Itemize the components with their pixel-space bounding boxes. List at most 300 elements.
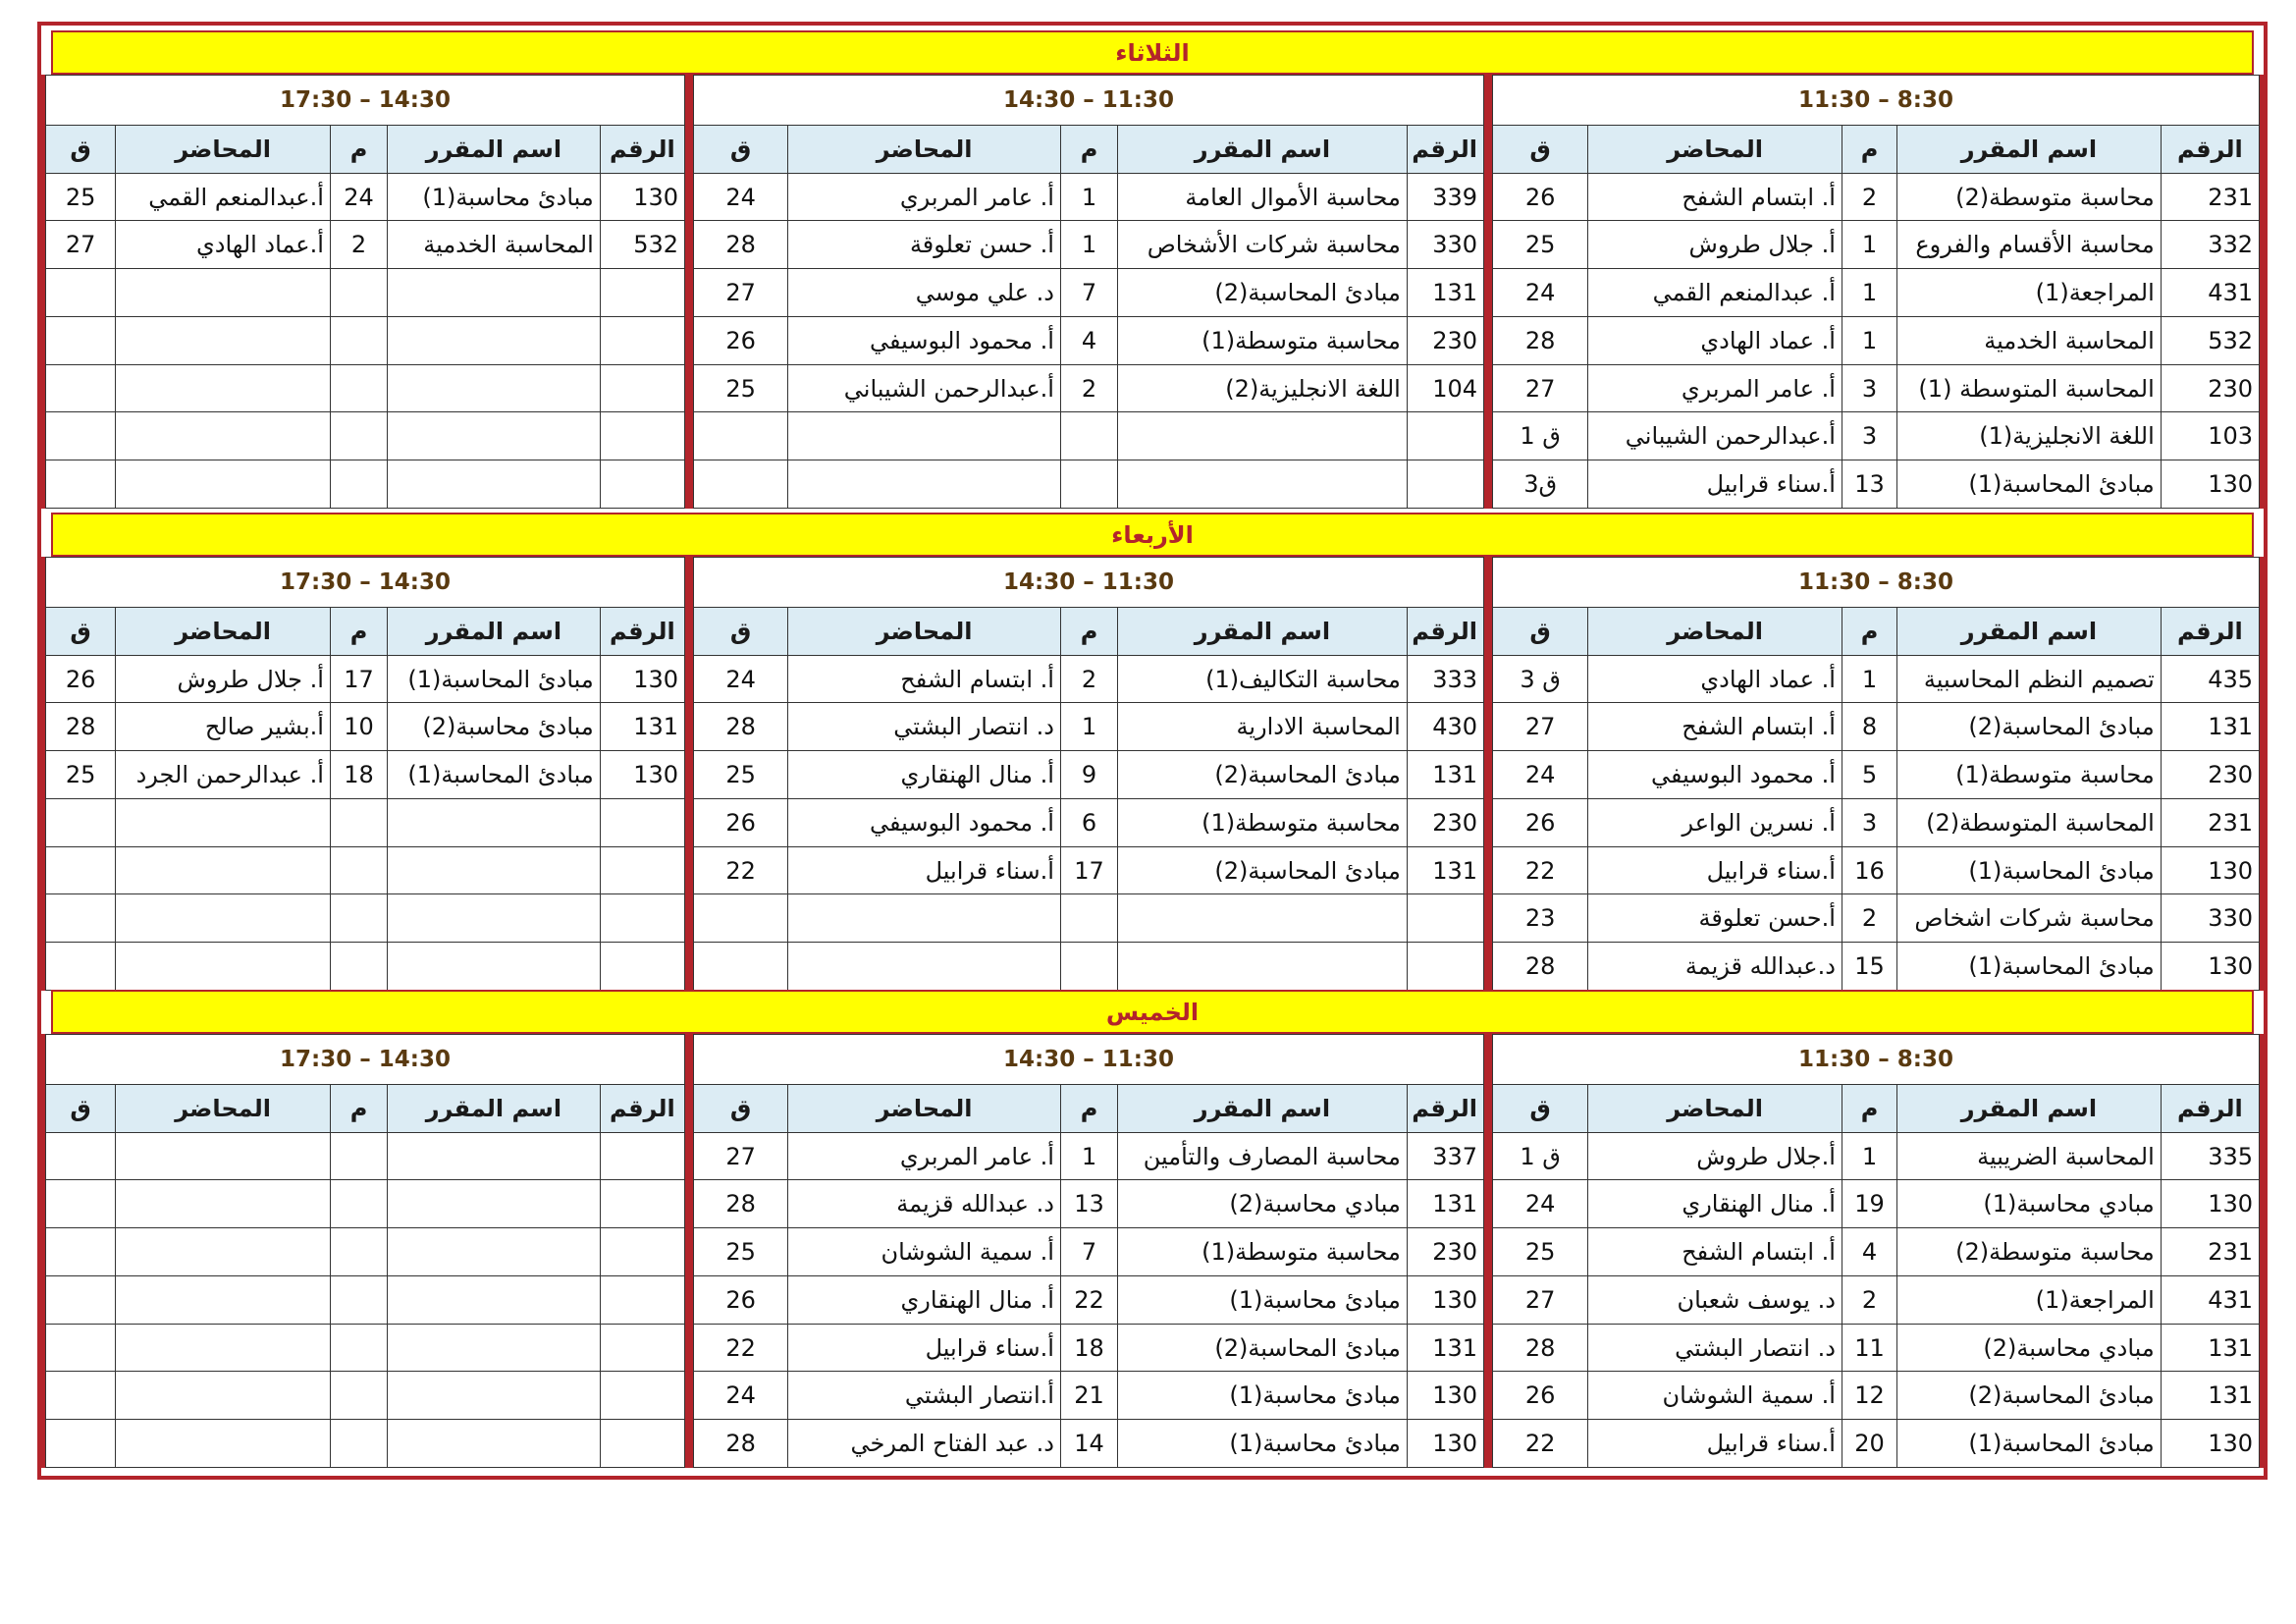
cell-section (1060, 412, 1117, 460)
cell-num (600, 894, 684, 943)
table-row (46, 1180, 685, 1228)
cell-lecturer: د. انتصار البشتي (788, 703, 1061, 751)
table-row (1493, 894, 2260, 943)
cell-course: تصميم النظم المحاسبية (1897, 655, 2162, 703)
table-row (46, 894, 685, 943)
schedule-sheet (37, 22, 2268, 1480)
schedule-table (693, 75, 1484, 509)
schedule-table (693, 557, 1484, 991)
cell-course (388, 460, 601, 509)
cell-num: 230 (2161, 751, 2259, 799)
column-header-section: م (330, 1084, 387, 1132)
time-slot-label: 8:30 – 11:30 (1493, 76, 2260, 126)
cell-section: 2 (330, 221, 387, 269)
cell-lecturer (116, 460, 331, 509)
column-header-room: ق (46, 607, 116, 655)
cell-lecturer: أ. ابتسام الشفح (1588, 703, 1842, 751)
cell-room (46, 1372, 116, 1420)
cell-room: 24 (694, 173, 788, 221)
cell-num: 131 (1407, 751, 1483, 799)
table-row (46, 460, 685, 509)
cell-course: اللغة الانجليزية(1) (1897, 412, 2162, 460)
cell-lecturer: أ. عبدالمنعم القمي (1588, 269, 1842, 317)
column-header-course: اسم المقرر (1118, 607, 1408, 655)
column-header-lecturer: المحاضر (788, 1084, 1061, 1132)
time-slot-block (41, 75, 689, 509)
day-header: الأربعاء (51, 513, 2254, 557)
column-header-section: م (1060, 125, 1117, 173)
table-row (694, 1372, 1484, 1420)
day-header: الخميس (51, 990, 2254, 1034)
table-row (46, 751, 685, 799)
cell-course: مبادئ المحاسبة(2) (1118, 1324, 1408, 1372)
cell-num (600, 460, 684, 509)
cell-section (330, 412, 387, 460)
cell-num: 130 (600, 173, 684, 221)
cell-section: 16 (1842, 846, 1896, 894)
cell-lecturer (116, 1275, 331, 1324)
cell-room: 25 (694, 751, 788, 799)
day-header: الثلاثاء (51, 30, 2254, 75)
cell-lecturer (116, 1324, 331, 1372)
cell-course: اللغة الانجليزية(2) (1118, 364, 1408, 412)
table-row (1493, 751, 2260, 799)
cell-lecturer: أ.سناء قرابيل (1588, 1420, 1842, 1468)
cell-course (1118, 412, 1408, 460)
cell-num (600, 798, 684, 846)
cell-room: 28 (694, 1180, 788, 1228)
cell-num: 339 (1407, 173, 1483, 221)
cell-num: 130 (1407, 1372, 1483, 1420)
cell-num: 104 (1407, 364, 1483, 412)
table-row (694, 316, 1484, 364)
cell-course: محاسبة متوسطة(2) (1897, 173, 2162, 221)
cell-num: 131 (2161, 703, 2259, 751)
cell-section: 6 (1060, 798, 1117, 846)
column-header-course: اسم المقرر (1118, 125, 1408, 173)
cell-course: مبادئ المحاسبة(1) (388, 751, 601, 799)
table-row (1493, 846, 2260, 894)
cell-room (46, 316, 116, 364)
table-row (1493, 269, 2260, 317)
cell-lecturer: أ. ابتسام الشفح (788, 655, 1061, 703)
cell-course (388, 1324, 601, 1372)
table-row (1493, 1420, 2260, 1468)
cell-course: مبادئ المحاسبة(1) (388, 655, 601, 703)
cell-num: 333 (1407, 655, 1483, 703)
cell-num (600, 1324, 684, 1372)
cell-lecturer: أ. منال الهنقاري (788, 1275, 1061, 1324)
cell-room: 28 (694, 221, 788, 269)
table-row (694, 1420, 1484, 1468)
cell-lecturer (116, 846, 331, 894)
cell-room: 22 (1493, 1420, 1588, 1468)
cell-lecturer: د. علي موسي (788, 269, 1061, 317)
cell-section: 4 (1060, 316, 1117, 364)
cell-course: محاسبة الأقسام والفروع (1897, 221, 2162, 269)
cell-room: 25 (46, 751, 116, 799)
cell-room: 28 (694, 1420, 788, 1468)
cell-num: 131 (600, 703, 684, 751)
column-header-section: م (330, 125, 387, 173)
cell-course: المراجعة(1) (1897, 1275, 2162, 1324)
cell-lecturer: أ. ابتسام الشفح (1588, 173, 1842, 221)
cell-section: 18 (330, 751, 387, 799)
cell-course: مبادئ محاسبة(1) (388, 173, 601, 221)
cell-section: 2 (1842, 173, 1896, 221)
time-slot-label: 8:30 – 11:30 (1493, 1035, 2260, 1085)
cell-lecturer (788, 943, 1061, 991)
cell-section: 22 (1060, 1275, 1117, 1324)
column-header-room: ق (694, 1084, 788, 1132)
cell-num: 532 (2161, 316, 2259, 364)
cell-num (1407, 943, 1483, 991)
cell-room (46, 412, 116, 460)
cell-course: مبادئ محاسبة(1) (1118, 1372, 1408, 1420)
cell-num: 435 (2161, 655, 2259, 703)
table-row (1493, 1132, 2260, 1180)
cell-lecturer: د. عبدالله قزيمة (788, 1180, 1061, 1228)
cell-section (330, 798, 387, 846)
cell-lecturer (116, 364, 331, 412)
cell-lecturer: أ. عماد الهادي (1588, 316, 1842, 364)
cell-room: 22 (694, 1324, 788, 1372)
cell-course: مبادي محاسبة(1) (1897, 1180, 2162, 1228)
column-header-room: ق (46, 1084, 116, 1132)
cell-lecturer (788, 894, 1061, 943)
table-row (46, 1228, 685, 1276)
time-slot-block (1488, 1034, 2264, 1468)
cell-section (330, 846, 387, 894)
column-header-course: اسم المقرر (388, 1084, 601, 1132)
cell-lecturer: أ.عبدالمنعم القمي (116, 173, 331, 221)
cell-num (600, 1372, 684, 1420)
time-slot-block (689, 557, 1488, 991)
cell-lecturer: أ. عماد الهادي (1588, 655, 1842, 703)
cell-num: 332 (2161, 221, 2259, 269)
table-row (694, 1132, 1484, 1180)
cell-lecturer: أ.بشير صالح (116, 703, 331, 751)
cell-num (1407, 412, 1483, 460)
cell-num: 230 (1407, 1228, 1483, 1276)
cell-num: 231 (2161, 173, 2259, 221)
cell-course: المحاسبة المتوسطة(2) (1897, 798, 2162, 846)
cell-lecturer: أ. ابتسام الشفح (1588, 1228, 1842, 1276)
cell-lecturer: أ. عامر المربري (788, 173, 1061, 221)
cell-section: 14 (1060, 1420, 1117, 1468)
cell-section: 21 (1060, 1372, 1117, 1420)
column-header-room: ق (1493, 125, 1588, 173)
table-row (694, 1324, 1484, 1372)
cell-lecturer: أ.جلال طروش (1588, 1132, 1842, 1180)
column-header-section: م (1060, 607, 1117, 655)
cell-section (1060, 460, 1117, 509)
cell-room: 25 (1493, 1228, 1588, 1276)
cell-course: مبادئ المحاسبة(2) (1897, 1372, 2162, 1420)
column-header-num: الرقم (1407, 607, 1483, 655)
table-row (46, 943, 685, 991)
cell-room (46, 798, 116, 846)
cell-course (388, 943, 601, 991)
cell-room: ق3 (1493, 460, 1588, 509)
cell-course: مبادي محاسبة(2) (1118, 1180, 1408, 1228)
cell-num (600, 1228, 684, 1276)
cell-lecturer: أ. منال الهنقاري (1588, 1180, 1842, 1228)
table-row (694, 943, 1484, 991)
cell-num (1407, 460, 1483, 509)
column-header-num: الرقم (2161, 1084, 2259, 1132)
cell-lecturer: أ. جلال طروش (116, 655, 331, 703)
cell-num: 431 (2161, 269, 2259, 317)
table-row (46, 364, 685, 412)
table-row (1493, 1228, 2260, 1276)
cell-room: 25 (1493, 221, 1588, 269)
table-row (46, 798, 685, 846)
schedule-table (45, 1034, 685, 1468)
table-row (1493, 1324, 2260, 1372)
cell-section (330, 1275, 387, 1324)
schedule-table (1492, 557, 2260, 991)
cell-course (388, 412, 601, 460)
cell-num (600, 412, 684, 460)
column-header-num: الرقم (1407, 125, 1483, 173)
cell-room: 26 (46, 655, 116, 703)
cell-num (600, 1275, 684, 1324)
cell-section: 13 (1060, 1180, 1117, 1228)
cell-course (388, 1132, 601, 1180)
table-row (694, 846, 1484, 894)
table-row (46, 1324, 685, 1372)
cell-num: 130 (2161, 1180, 2259, 1228)
cell-section: 17 (330, 655, 387, 703)
column-header-lecturer: المحاضر (788, 125, 1061, 173)
cell-room (46, 1180, 116, 1228)
cell-course: مبادئ المحاسبة(1) (1897, 943, 2162, 991)
cell-section: 1 (1842, 316, 1896, 364)
cell-num (600, 943, 684, 991)
cell-course: مبادئ المحاسبة(1) (1897, 460, 2162, 509)
cell-section (330, 1180, 387, 1228)
schedule-table (45, 75, 685, 509)
cell-section: 2 (1842, 894, 1896, 943)
cell-section: 20 (1842, 1420, 1896, 1468)
cell-room: 26 (1493, 798, 1588, 846)
cell-room: 27 (1493, 703, 1588, 751)
cell-num: 130 (600, 655, 684, 703)
column-header-course: اسم المقرر (388, 125, 601, 173)
cell-course: مبادئ المحاسبة(2) (1118, 846, 1408, 894)
cell-course (1118, 894, 1408, 943)
column-header-num: الرقم (600, 125, 684, 173)
cell-num (600, 316, 684, 364)
table-row (46, 221, 685, 269)
cell-lecturer: أ. سمية الشوشان (788, 1228, 1061, 1276)
table-row (694, 1180, 1484, 1228)
cell-course: المحاسبة الضريبية (1897, 1132, 2162, 1180)
cell-room (694, 943, 788, 991)
cell-section: 17 (1060, 846, 1117, 894)
cell-room: 26 (694, 316, 788, 364)
cell-num: 103 (2161, 412, 2259, 460)
cell-course: مبادئ محاسبة(1) (1118, 1420, 1408, 1468)
cell-num (600, 1420, 684, 1468)
cell-room: 26 (1493, 1372, 1588, 1420)
cell-num: 130 (1407, 1420, 1483, 1468)
cell-num (600, 269, 684, 317)
cell-lecturer: د. عبد الفتاح المرخي (788, 1420, 1061, 1468)
cell-section: 4 (1842, 1228, 1896, 1276)
cell-lecturer (116, 1228, 331, 1276)
cell-num: 330 (2161, 894, 2259, 943)
cell-lecturer (116, 1180, 331, 1228)
cell-room: 25 (694, 364, 788, 412)
cell-num: 230 (1407, 798, 1483, 846)
cell-course (388, 846, 601, 894)
cell-course: محاسبة متوسطة(1) (1118, 316, 1408, 364)
table-row (46, 1420, 685, 1468)
column-header-lecturer: المحاضر (1588, 1084, 1842, 1132)
cell-section: 19 (1842, 1180, 1896, 1228)
cell-section: 2 (1842, 1275, 1896, 1324)
cell-section: 11 (1842, 1324, 1896, 1372)
time-slot-block (41, 557, 689, 991)
column-header-course: اسم المقرر (1897, 607, 2162, 655)
cell-section: 1 (1842, 655, 1896, 703)
cell-room: 27 (46, 221, 116, 269)
cell-section (330, 316, 387, 364)
cell-section (330, 1132, 387, 1180)
table-row (694, 412, 1484, 460)
cell-num: 131 (1407, 1180, 1483, 1228)
cell-course: محاسبة الأموال العامة (1118, 173, 1408, 221)
cell-lecturer: أ.عبدالرحمن الشيباني (1588, 412, 1842, 460)
table-row (46, 655, 685, 703)
cell-section: 7 (1060, 1228, 1117, 1276)
cell-num (1407, 894, 1483, 943)
column-header-lecturer: المحاضر (788, 607, 1061, 655)
cell-num: 532 (600, 221, 684, 269)
cell-section (330, 1372, 387, 1420)
cell-course: محاسبة المصارف والتأمين (1118, 1132, 1408, 1180)
cell-course: محاسبة متوسطة(1) (1118, 1228, 1408, 1276)
cell-course: المحاسبة الخدمية (388, 221, 601, 269)
cell-section: 3 (1842, 364, 1896, 412)
cell-section (1060, 894, 1117, 943)
cell-section: 15 (1842, 943, 1896, 991)
table-row (1493, 1275, 2260, 1324)
table-row (694, 364, 1484, 412)
cell-course: مبادي محاسبة(2) (1897, 1324, 2162, 1372)
table-row (1493, 316, 2260, 364)
cell-lecturer: أ.انتصار البشتي (788, 1372, 1061, 1420)
table-row (46, 1372, 685, 1420)
cell-lecturer (116, 943, 331, 991)
cell-room: 26 (694, 798, 788, 846)
cell-course (1118, 943, 1408, 991)
time-slot-label: 14:30 – 17:30 (46, 558, 685, 608)
column-header-num: الرقم (1407, 1084, 1483, 1132)
cell-lecturer: د.عبدالله قزيمة (1588, 943, 1842, 991)
cell-room (46, 364, 116, 412)
table-row (694, 751, 1484, 799)
cell-lecturer: أ.سناء قرابيل (788, 846, 1061, 894)
cell-course: المحاسبة المتوسطة (1) (1897, 364, 2162, 412)
column-header-course: اسم المقرر (388, 607, 601, 655)
column-header-section: م (1842, 125, 1896, 173)
cell-section (330, 460, 387, 509)
cell-lecturer: أ.عماد الهادي (116, 221, 331, 269)
cell-lecturer (116, 412, 331, 460)
cell-section: 24 (330, 173, 387, 221)
cell-num: 230 (2161, 364, 2259, 412)
cell-course (388, 364, 601, 412)
cell-section: 3 (1842, 412, 1896, 460)
table-row (1493, 655, 2260, 703)
schedule-table (1492, 75, 2260, 509)
cell-lecturer: د. انتصار البشتي (1588, 1324, 1842, 1372)
column-header-course: اسم المقرر (1897, 1084, 2162, 1132)
cell-lecturer (116, 894, 331, 943)
cell-lecturer: أ. عبدالرحمن الجرد (116, 751, 331, 799)
cell-course: مبادئ المحاسبة(1) (1897, 846, 2162, 894)
cell-section: 1 (1842, 221, 1896, 269)
cell-lecturer: أ. حسن تعلوقة (788, 221, 1061, 269)
cell-section: 10 (330, 703, 387, 751)
table-row (694, 221, 1484, 269)
cell-section: 7 (1060, 269, 1117, 317)
table-row (46, 269, 685, 317)
cell-num: 231 (2161, 798, 2259, 846)
cell-course: محاسبة شركات اشخاص (1897, 894, 2162, 943)
time-slot-block (689, 1034, 1488, 1468)
cell-section (1060, 943, 1117, 991)
cell-num: 231 (2161, 1228, 2259, 1276)
cell-num: 130 (2161, 846, 2259, 894)
time-slot-label: 14:30 – 17:30 (46, 76, 685, 126)
cell-course (1118, 460, 1408, 509)
schedule-table (1492, 1034, 2260, 1468)
cell-lecturer: أ. محمود البوسيفي (788, 316, 1061, 364)
cell-room: 24 (694, 655, 788, 703)
cell-lecturer (116, 1420, 331, 1468)
cell-course: محاسبة متوسطة(2) (1897, 1228, 2162, 1276)
cell-num (600, 846, 684, 894)
cell-course: مبادئ محاسبة(2) (388, 703, 601, 751)
column-header-section: م (330, 607, 387, 655)
cell-course: المراجعة(1) (1897, 269, 2162, 317)
time-slot-block (1488, 557, 2264, 991)
cell-lecturer: أ. عامر المربري (788, 1132, 1061, 1180)
cell-course: محاسبة شركات الأشخاص (1118, 221, 1408, 269)
cell-num: 337 (1407, 1132, 1483, 1180)
cell-num: 131 (1407, 1324, 1483, 1372)
column-header-lecturer: المحاضر (116, 1084, 331, 1132)
schedule-table (45, 557, 685, 991)
table-row (1493, 173, 2260, 221)
column-header-course: اسم المقرر (1897, 125, 2162, 173)
cell-section (330, 894, 387, 943)
column-header-room: ق (46, 125, 116, 173)
cell-section (330, 943, 387, 991)
table-row (1493, 798, 2260, 846)
cell-room: 26 (1493, 173, 1588, 221)
cell-num: 131 (2161, 1372, 2259, 1420)
cell-room (694, 412, 788, 460)
column-header-room: ق (1493, 1084, 1588, 1132)
cell-course (388, 1420, 601, 1468)
cell-room: 24 (1493, 751, 1588, 799)
cell-room: 24 (1493, 1180, 1588, 1228)
